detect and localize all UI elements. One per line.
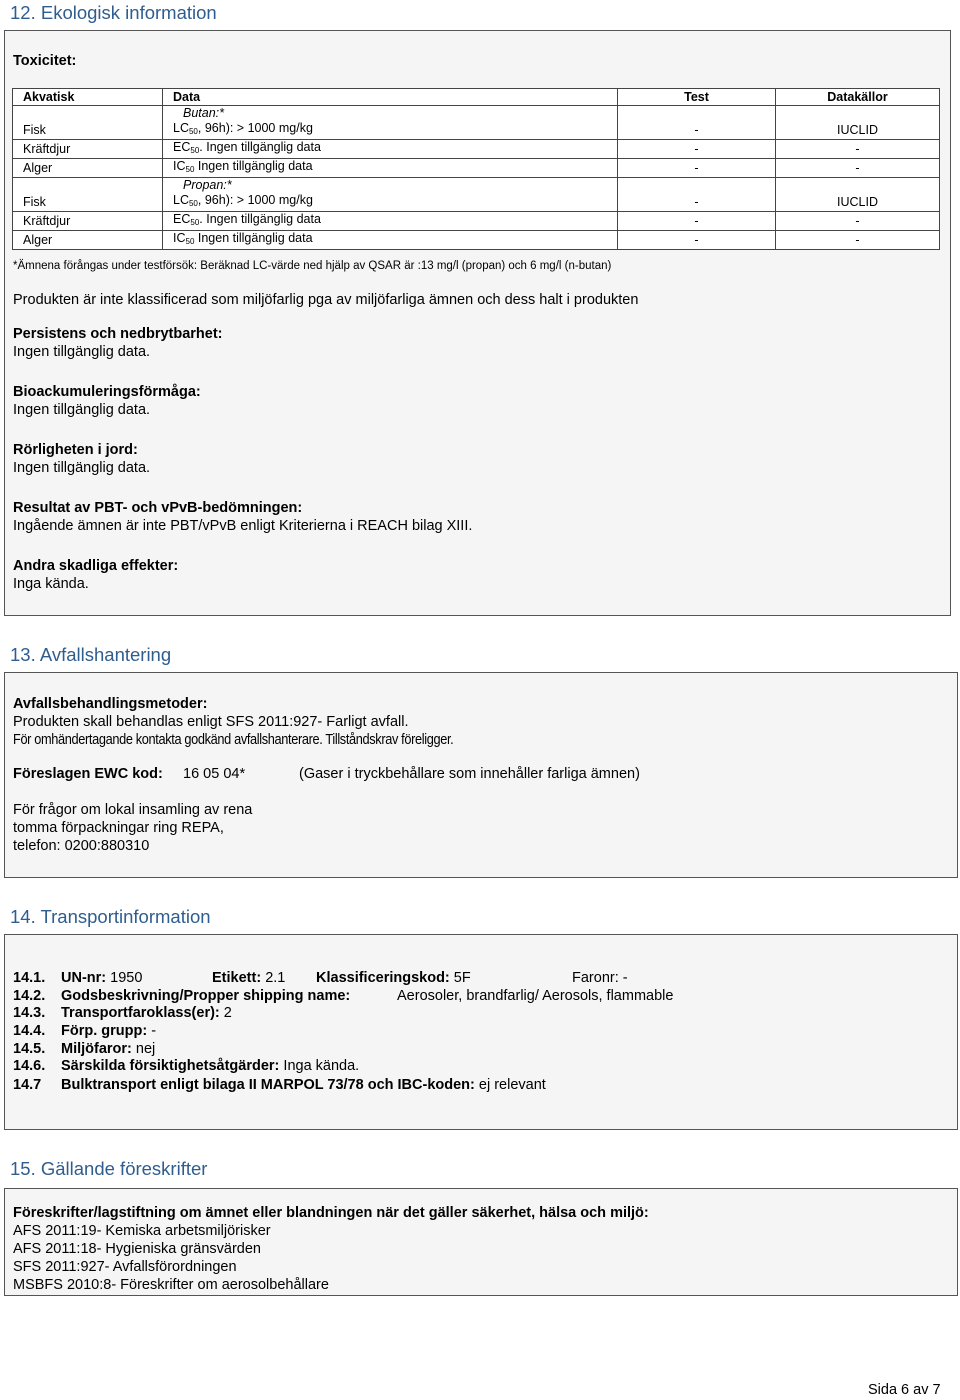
source-cell: IUCLID [776,121,940,140]
andra-heading: Andra skadliga effekter: [13,558,179,574]
sark-value: Inga kända. [283,1058,360,1074]
table-row [13,212,940,231]
tfk-label: Transportfaroklass(er): [61,1005,220,1021]
gods-value: Aerosoler, brandfarlig/ Aerosols, flammable [397,988,674,1004]
param: EC [173,140,191,154]
foreskrift-item: AFS 2011:19- Kemiska arbetsmiljörisker [13,1223,271,1239]
tfk-value: 2 [223,1005,232,1021]
toxicity-table [12,88,940,250]
param-sub: 50 [188,199,198,208]
organism-cell: Kräftdjur [13,140,163,159]
param-sub: 50 [190,146,200,155]
persistens-text: Ingen tillgänglig data. [13,344,151,360]
data-cell [163,212,618,231]
row-14-7-number: 14.7 [13,1077,42,1093]
table-row [13,121,940,140]
data-cell [163,231,618,250]
bio-heading: Bioackumuleringsförmåga: [13,384,201,400]
organism-cell: Alger [13,231,163,250]
forp-label: Förp. grupp: [61,1023,148,1039]
bulktransport [61,1077,546,1093]
organism-cell: Fisk [13,193,163,212]
klass-label: Klassificeringskod: [316,970,450,986]
metoder-line-2: För omhändertagande kontakta godkänd avfallshanterare. Tillståndskrav föreligger. [13,732,454,748]
andra-text: Inga kända. [13,576,89,592]
data-cell [163,159,618,178]
table-footnote: *Ämnena förångas under testförsök: Beräknad LC-värde ned hjälp av QSAR är :13 mg/l (propan) och 6 mg/l (n-butan) [13,260,612,272]
table-cell [776,178,940,194]
table-cell [13,178,163,194]
table-row [13,231,940,250]
foreskrift-item: SFS 2011:927- Avfallsförordningen [13,1259,237,1275]
substance-label: Butan:* [163,106,618,122]
test-cell: - [618,159,776,178]
row-14-5-number: 14.5. [13,1041,46,1057]
un-label: UN-nr: [61,970,107,986]
row-14-1-number: 14.1. [13,970,46,986]
bulk-value: ej relevant [478,1077,546,1093]
fragor-line-1: För frågor om lokal insamling av rena [13,802,253,818]
etikett [212,970,285,986]
param-sub: 50 [185,165,195,174]
etikett-value: 2.1 [265,970,286,986]
rorlighet-text: Ingen tillgänglig data. [13,460,151,476]
data-value: , 96h): > 1000 mg/kg [197,121,313,135]
classification-text: Produkten är inte klassificerad som miljöfarlig pga av miljöfarliga ämnen och dess halt i produkten [13,292,639,308]
col-test: Test [618,89,776,106]
rorlighet-heading: Rörligheten i jord: [13,442,138,458]
ewc-description: (Gaser i tryckbehållare som innehåller farliga ämnen) [299,766,640,782]
param-sub: 50 [188,127,198,136]
miljo-value: nej [135,1041,156,1057]
klassificeringskod [316,970,471,986]
transportfaroklass [61,1005,232,1021]
data-value: , 96h): > 1000 mg/kg [197,193,313,207]
param-sub: 50 [185,237,195,246]
miljofaror [61,1041,155,1057]
data-value: Ingen tillgänglig data [194,159,313,173]
source-cell: - [776,212,940,231]
data-value: . Ingen tillgänglig data [199,212,321,226]
table-cell [618,178,776,194]
un-value: 1950 [110,970,143,986]
table-row [13,193,940,212]
table-cell [13,106,163,122]
col-data: Data [163,89,618,106]
metoder-line-1: Produkten skall behandlas enligt SFS 2011:927- Farligt avfall. [13,714,409,730]
foreskrifter-heading: Föreskrifter/lagstiftning om ämnet eller blandningen när det gäller säkerhet, hälsa och miljö: [13,1205,649,1221]
row-14-6-number: 14.6. [13,1058,46,1074]
test-cell: - [618,212,776,231]
source-cell: - [776,140,940,159]
organism-cell: Alger [13,159,163,178]
table-row [13,178,940,194]
test-cell: - [618,231,776,250]
sark-label: Särskilda försiktighetsåtgärder: [61,1058,280,1074]
test-cell: - [618,121,776,140]
ewc-value: 16 05 04* [183,766,246,782]
param: LC [173,121,189,135]
faronr: Faronr: - [572,970,628,986]
param: LC [173,193,189,207]
page-number: Sida 6 av 7 [868,1382,941,1398]
param: IC [173,231,186,245]
foreskrift-item: AFS 2011:18- Hygieniska gränsvärden [13,1241,261,1257]
klass-value: 5F [453,970,471,986]
data-value: Ingen tillgänglig data [194,231,313,245]
param-sub: 50 [190,218,200,227]
ewc-label: Föreslagen EWC kod: [13,766,163,782]
source-cell: IUCLID [776,193,940,212]
table-cell [776,106,940,122]
row-14-3-number: 14.3. [13,1005,46,1021]
organism-cell: Kräftdjur [13,212,163,231]
miljo-label: Miljöfaror: [61,1041,132,1057]
fragor-line-2: tomma förpackningar ring REPA, [13,820,224,836]
sarskilda-atgarder [61,1058,359,1074]
bio-text: Ingen tillgänglig data. [13,402,151,418]
table-row [13,159,940,178]
organism-cell: Fisk [13,121,163,140]
pbt-heading: Resultat av PBT- och vPvB-bedömningen: [13,500,303,516]
persistens-heading: Persistens och nedbrytbarhet: [13,326,223,342]
substance-label: Propan:* [163,178,618,194]
foreskrift-item: MSBFS 2010:8- Föreskrifter om aerosolbehållare [13,1277,329,1293]
section-15-title: 15. Gällande föreskrifter [10,1158,213,1180]
pbt-text: Ingående ämnen är inte PBT/vPvB enligt Kriterierna i REACH bilag XIII. [13,518,473,534]
table-row [13,106,940,122]
section-12-title: 12. Ekologisk information [10,2,223,24]
data-cell [163,121,618,140]
bulk-label: Bulktransport enligt bilaga II MARPOL 73/78 och IBC-koden: [61,1077,475,1093]
col-akvatisk: Akvatisk [13,89,163,106]
fragor-line-3: telefon: 0200:880310 [13,838,150,854]
param: IC [173,159,186,173]
source-cell: - [776,159,940,178]
source-cell: - [776,231,940,250]
etikett-label: Etikett: [212,970,262,986]
test-cell: - [618,140,776,159]
table-row [13,140,940,159]
data-cell [163,193,618,212]
gods-label: Godsbeskrivning/Propper shipping name: [61,988,351,1004]
table-cell [618,106,776,122]
un-number [61,970,142,986]
data-value: . Ingen tillgänglig data [199,140,321,154]
row-14-2-number: 14.2. [13,988,46,1004]
section-14-title: 14. Transportinformation [10,906,217,928]
toxicitet-heading: Toxicitet: [13,53,77,69]
data-cell [163,140,618,159]
col-datakallor: Datakällor [776,89,940,106]
param: EC [173,212,191,226]
section-13-title: 13. Avfallshantering [10,644,177,666]
metoder-heading: Avfallsbehandlingsmetoder: [13,696,208,712]
forp-grupp [61,1023,156,1039]
test-cell: - [618,193,776,212]
forp-value: - [151,1023,157,1039]
row-14-4-number: 14.4. [13,1023,46,1039]
